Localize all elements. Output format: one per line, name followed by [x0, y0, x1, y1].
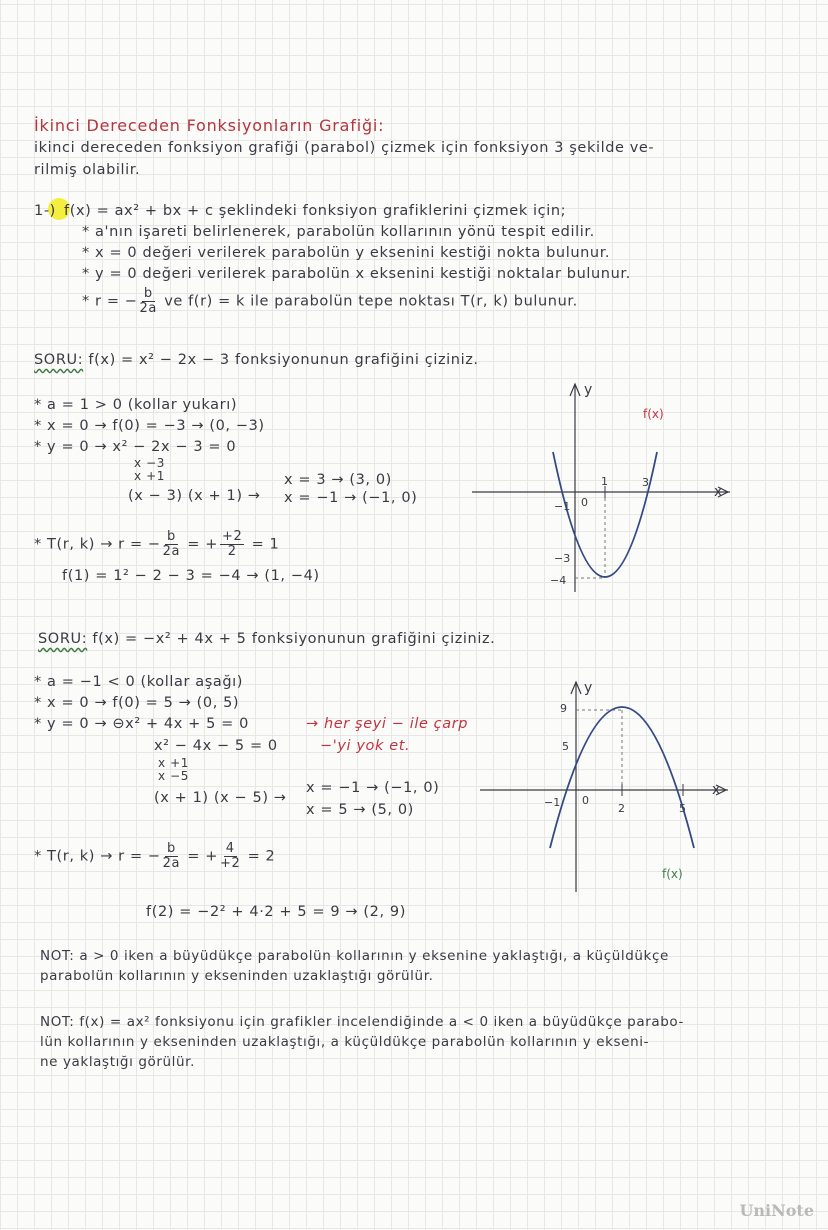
- soru-label: SORU:: [38, 631, 88, 647]
- q2-factored: (x + 1) (x − 5) →: [154, 790, 287, 806]
- tick-label-neg1: −1: [554, 500, 571, 513]
- y-axis-label: y: [584, 680, 593, 696]
- q1-line-2: * x = 0 → f(0) = −3 → (0, −3): [34, 418, 265, 434]
- tick-label-3: 3: [642, 476, 649, 489]
- q2-root-2: x = 5 → (5, 0): [306, 802, 414, 818]
- method-header: f(x) = ax² + bx + c şeklindeki fonksiyon grafiklerini çizmek için;: [64, 203, 567, 219]
- method-step-4: [82, 287, 578, 316]
- q2-factor-1: x +1: [158, 756, 190, 770]
- question-1: [34, 352, 479, 368]
- q2-note-red-2: −'yi yok et.: [320, 738, 411, 754]
- q1-root-1: x = 3 → (3, 0): [284, 472, 392, 488]
- q1-factor-2: x +1: [134, 469, 166, 483]
- x-axis-label: x: [712, 782, 721, 798]
- q2-root-1: x = −1 → (−1, 0): [306, 780, 440, 796]
- y-axis-label: y: [584, 382, 593, 398]
- tick-label-neg1: −1: [544, 796, 561, 809]
- q2-line-3: * y = 0 → ⊖x² + 4x + 5 = 0: [34, 716, 249, 732]
- q1-vertex-value: f(1) = 1² − 2 − 3 = −4 → (1, −4): [62, 568, 320, 584]
- method-step-2: * x = 0 değeri verilerek parabolün y eksenini kestiği nokta bulunur.: [82, 245, 611, 261]
- intro-line-2: rilmiş olabilir.: [34, 162, 141, 178]
- tick-label-y5: 5: [562, 740, 569, 753]
- method-step-1: * a'nın işareti belirlenerek, parabolün kollarının yönü tespit edilir.: [82, 224, 595, 240]
- q1-line-1: * a = 1 > 0 (kollar yukarı): [34, 397, 238, 413]
- page-title: İkinci Dereceden Fonksiyonların Grafiği:: [34, 116, 385, 135]
- tick-label-neg3: −3: [554, 552, 571, 565]
- step4-prefix: * r = −: [82, 293, 138, 310]
- question-2-text: f(x) = −x² + 4x + 5 fonksiyonunun grafiğini çiziniz.: [92, 631, 496, 647]
- tick-label-1: 1: [601, 475, 608, 488]
- fraction-2-2: $\frac{+2}{2}$: [222, 529, 243, 559]
- watermark-logo: UniNote: [739, 1201, 814, 1220]
- graph-2: [470, 670, 740, 900]
- origin-label: 0: [582, 794, 589, 807]
- graph-1: [460, 372, 740, 612]
- note-2-line-3: ne yaklaştığı görülür.: [40, 1054, 195, 1070]
- fx-label: f(x): [662, 867, 683, 881]
- tick-label-y9: 9: [560, 702, 567, 715]
- tick-label-5: 5: [679, 802, 686, 815]
- note-2-line-2: lün kollarının y ekseninden uzaklaştığı, a küçüldükçe parabolün kollarının y ekseni-: [40, 1034, 650, 1050]
- q2-note-red-1: → her şeyi − ile çarp: [306, 716, 469, 732]
- method-number: 1-): [34, 203, 56, 219]
- fx-label: f(x): [643, 407, 664, 421]
- question-2: [38, 631, 495, 647]
- q1-line-3: * y = 0 → x² − 2x − 3 = 0: [34, 439, 237, 455]
- note-1-line-2: parabolün kollarının y ekseninden uzaklaştığı görülür.: [40, 968, 434, 984]
- q1-root-2: x = −1 → (−1, 0): [284, 490, 418, 506]
- step4-suffix: ve f(r) = k ile parabolün tepe noktası T(r, k) bulunur.: [158, 293, 578, 310]
- q2-line-4: x² − 4x − 5 = 0: [154, 738, 278, 754]
- fraction-4-2: $\frac{4}{+2}$: [220, 841, 241, 871]
- q1-factor-1: x −3: [134, 456, 166, 470]
- q1-factored: (x − 3) (x + 1) →: [128, 488, 261, 504]
- method-step-3: * y = 0 değeri verilerek parabolün x eksenini kestiği noktalar bulunur.: [82, 266, 631, 282]
- fraction-b-2a: $\frac{b}{2a}$: [139, 286, 157, 316]
- origin-label: 0: [581, 496, 588, 509]
- soru-label: SORU:: [34, 352, 84, 368]
- fraction-b-2a: $\frac{b}{2a}$: [162, 841, 181, 871]
- note-2-line-1: NOT: f(x) = ax² fonksiyonu için grafikler incelendiğinde a < 0 iken a büyüdükçe parabo-: [40, 1014, 684, 1030]
- q2-vertex: * T(r, k) → r = − $\frac{b}{2a}$ = + $\frac{4}{+2}$ = 2: [34, 841, 276, 871]
- fraction-b-2a: $\frac{b}{2a}$: [162, 529, 181, 559]
- tick-label-2: 2: [618, 802, 625, 815]
- q2-vertex-value: f(2) = −2² + 4·2 + 5 = 9 → (2, 9): [146, 904, 406, 920]
- q2-line-2: * x = 0 → f(0) = 5 → (0, 5): [34, 695, 240, 711]
- question-1-text: f(x) = x² − 2x − 3 fonksiyonunun grafiğini çiziniz.: [88, 352, 479, 368]
- intro-line-1: ikinci dereceden fonksiyon grafiği (parabol) çizmek için fonksiyon 3 şekilde ve-: [34, 140, 655, 156]
- x-axis-label: x: [714, 484, 723, 500]
- q2-line-1: * a = −1 < 0 (kollar aşağı): [34, 674, 244, 690]
- tick-label-neg4: −4: [550, 574, 567, 587]
- q2-factor-2: x −5: [158, 769, 190, 783]
- q1-vertex: * T(r, k) → r = − $\frac{b}{2a}$ = + $\frac{+2}{2}$ = 1: [34, 529, 280, 559]
- note-1-line-1: NOT: a > 0 iken a büyüdükçe parabolün kollarının y eksenine yaklaştığı, a küçüldükçe: [40, 948, 669, 964]
